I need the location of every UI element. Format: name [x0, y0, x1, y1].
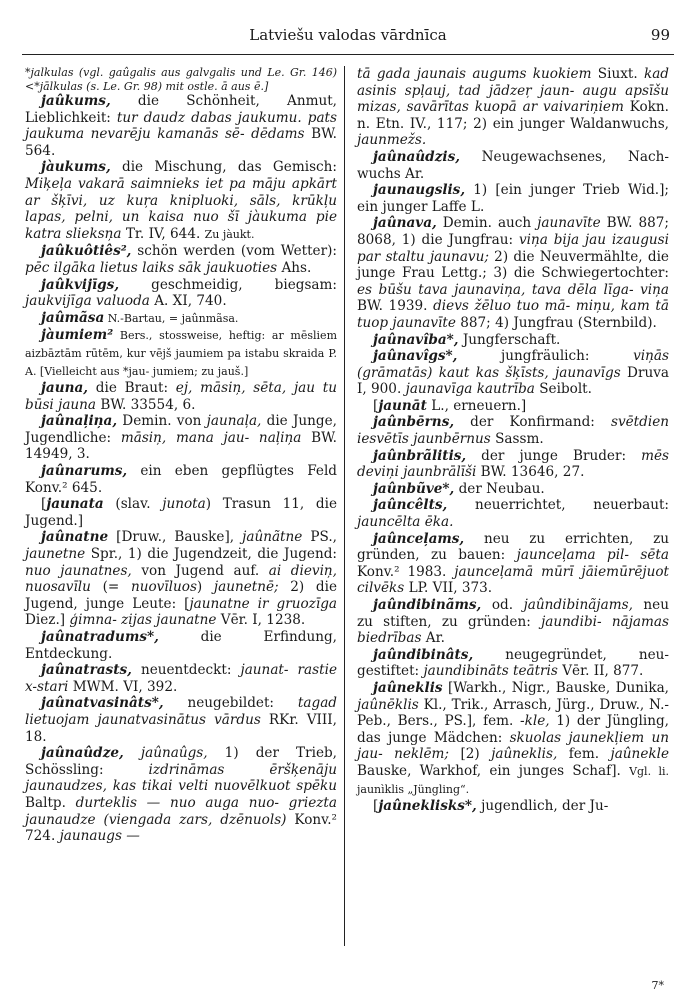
right-column: [357, 66, 669, 815]
headword: jaûnaûdze,: [41, 745, 124, 762]
headword: jaûnbũve*,: [373, 480, 455, 497]
example-text: pēc ilgāka lietus laiks sāk jaukuoties: [25, 259, 278, 276]
example-text: jaûndibinãjams,: [523, 597, 633, 613]
gloss-text: neuerrichtet, neuerbaut:: [447, 497, 669, 514]
dictionary-entry: [357, 348, 669, 398]
gloss-text: (=: [90, 579, 131, 596]
example-text: *jalkulas (vgl. gaûgalis aus galvgalis und Le. Gr. 146) <*jālkulas (s. Le. Gr. 98) mit ostle. ā aus ē.]: [25, 66, 337, 93]
example-text: -kle,: [520, 713, 550, 730]
note-text: Vgl. li. jaunìklis „Jüngling“.: [357, 764, 670, 796]
example-text: jaunavīga kautrība: [405, 381, 535, 398]
gloss-text: jungfräulich:: [457, 348, 634, 365]
gloss-text: jugendlich, der Ju-: [476, 798, 609, 815]
gloss-text: neuentdeckt:: [131, 662, 241, 679]
dictionary-entry: [357, 497, 669, 530]
gloss-text: [: [373, 798, 379, 815]
headword: jaûndibinâts,: [373, 646, 474, 663]
gloss-text: die Schönheit, Anmut, Lieblichkeit:: [25, 93, 337, 126]
gloss-text: Druva I, 900.: [357, 364, 669, 398]
dictionary-entry: [25, 629, 337, 662]
example-text: Miķeļa vakarā saimnieks iet pa māju apkārt ar šķīvi, uz kuŗa knipluoki, sāls, krūkļu lapas, pelni, un kaisa nuo šī jàukuma pie katra slieksņa: [25, 175, 337, 242]
example-text: jaukvijīga valuoda: [25, 293, 150, 310]
headword: jaûncêlts,: [373, 497, 448, 514]
gloss-text: ) Trasun 11, die Jugend.]: [25, 496, 337, 529]
headword: jaûnava,: [373, 215, 437, 232]
dictionary-entry: [357, 149, 669, 182]
dictionary-entry: [357, 680, 669, 798]
dictionary-entry: [357, 531, 669, 597]
gloss-text: Bauske, Warkhof, ein junges Schaf].: [357, 762, 630, 779]
headword: jaunaugslis,: [373, 182, 466, 199]
left-column: [25, 66, 337, 845]
gloss-text: Kl., Trik., Arrasch, Jürg., Druw., N.-Peb., Bers., PS.], fem.: [357, 696, 669, 730]
gloss-text: Kokn. n. Etn. IV., 117; 2) ein junger Waldanwuchs,: [357, 99, 669, 132]
gloss-text: 2) die Jugend, junge Leute: [: [25, 579, 337, 612]
example-text: skuolas jaunekļiem un jau- neklēm;: [357, 729, 669, 763]
gloss-text: schön werden (vom Wetter):: [131, 243, 337, 260]
example-text: viņās (grāmatās) kaut kas šķīsts, jaunavīgs: [357, 348, 669, 381]
example-text: jaundibi- nājamas biedrības: [357, 613, 669, 647]
gloss-text: Vēr. I, 1238.: [216, 612, 306, 629]
gloss-text: LP. VII, 373.: [404, 580, 493, 597]
dictionary-entry: [25, 745, 337, 845]
note-text: N.-Bartau, = jaûnmãsa.: [104, 311, 239, 325]
dictionary-entry: [357, 332, 669, 349]
headword: jaûkums,: [41, 93, 111, 109]
example-text: viņa bija jau izaugusi par staltu jaunavu;: [357, 231, 669, 265]
gloss-text: RKr. VIII, 18.: [25, 711, 337, 745]
dictionary-entry: [357, 448, 669, 481]
example-text: jaunmežs.: [357, 132, 427, 149]
printer-signature: 7*: [651, 979, 664, 992]
example-text: ai dieviņ, nuosavīlu: [25, 562, 337, 596]
page-number: 99: [650, 26, 670, 44]
example-text: durteklis — nuo auga nuo- griezta jaunaudze (viengada zars, dzēnuols): [25, 794, 337, 828]
example-text: tā gada jaunais augums kuokiem: [357, 66, 592, 82]
dictionary-entry: [357, 182, 669, 215]
note-text: Bers., stossweise, heftig: ar mēsliem aizbāztām rūtēm, kur vējš jaumiem pa istabu skraida P. A. [Vielleicht aus *jau- jumiem; zu jauš.]: [25, 329, 337, 378]
gloss-text: Baltp.: [25, 794, 76, 811]
gloss-text: neugegründet, neu- gestiftet:: [357, 646, 669, 680]
example-text: jaunetnē;: [213, 579, 279, 596]
gloss-text: geschmeidig, biegsam:: [119, 276, 337, 293]
example-text: nuovīluos: [130, 579, 197, 596]
example-text: tur daudz dabas jaukumu. pats jaukuma nevarēju kamanās sē- dēdams: [25, 109, 337, 143]
gloss-text: der Neubau.: [454, 480, 545, 497]
gloss-text: BW. 1939.: [357, 298, 434, 315]
headword: jaûmãsa: [41, 309, 105, 326]
headword: jàumiem²: [41, 327, 114, 344]
example-text: jaûnãtne: [242, 529, 303, 546]
dictionary-entry: [25, 463, 337, 496]
example-text: izdrināmas ēršķenāju jaunaudzes, kas tikai velti nuovēlkuot spēku: [25, 761, 337, 795]
headword: jaûnaûdzis,: [373, 148, 460, 165]
dictionary-entry: [357, 597, 669, 647]
headword: jaûnaļiņa,: [41, 413, 118, 430]
dictionary-entry: [25, 496, 337, 529]
gloss-text: Ahs.: [277, 259, 312, 276]
example-text: jauncēlta ēka.: [357, 514, 454, 531]
gloss-text: ): [196, 579, 214, 596]
gloss-text: Tr. IV, 644.: [121, 225, 205, 242]
gloss-text: 1) der Trieb, Schössling:: [25, 745, 338, 778]
gloss-text: Demin. von: [117, 413, 207, 430]
headword: jaûnavîgs*,: [373, 348, 458, 365]
gloss-text: die Mischung, das Gemisch:: [110, 159, 337, 176]
dictionary-entry: [25, 159, 337, 243]
dictionary-entry: [25, 327, 337, 380]
headword: jaûnavîba*,: [373, 331, 459, 348]
gloss-text: [: [373, 397, 379, 414]
example-text: kad asinis spļauj, tad jādzeŗ jaun- augu apsīšu mizas, savārītas kuopā ar vaivariņiem: [357, 66, 669, 116]
gloss-text: Diez.]: [25, 612, 70, 629]
example-text: jaûneklis,: [491, 746, 558, 763]
headword: jaûkvijīgs,: [41, 276, 120, 293]
example-text: ģimna- zijas jaunatne: [69, 612, 217, 629]
gloss-text: BW. 33554, 6.: [96, 396, 196, 413]
example-text: jaûnekle: [610, 746, 669, 763]
gloss-text: der Konfirmand:: [454, 414, 611, 431]
dictionary-entry: [357, 798, 669, 815]
gloss-text: Spr., 1) die Jugendzeit, die Jugend:: [85, 546, 337, 563]
headword: jaûnatrasts,: [41, 662, 132, 679]
gloss-text: Seibolt.: [534, 381, 592, 398]
gloss-text: PS.,: [302, 529, 337, 546]
example-text: nuo jaunatnes,: [25, 562, 132, 579]
example-text: ej, māsiņ, sēta, jau tu būsi jauna: [25, 380, 337, 413]
headword: jaûnbrãlitis,: [373, 447, 467, 464]
headword: jaûnceļams,: [373, 530, 465, 547]
gloss-text: Siuxt.: [591, 66, 644, 82]
gloss-text: neugebildet:: [163, 695, 298, 712]
example-text: mēs deviņi jaunbrālīši: [357, 447, 669, 481]
gloss-text: die Braut:: [88, 380, 176, 397]
example-text: es būšu tava jaunaviņa, tava dēla līga- viņa: [357, 281, 669, 298]
dictionary-entry: [357, 647, 669, 680]
note-text: Zu jàukt.: [204, 227, 255, 241]
headword: jaunata: [46, 496, 104, 513]
gloss-text: Konv.² 1983.: [357, 563, 455, 580]
gloss-text: [: [41, 496, 47, 513]
headword: jaûnatne: [41, 529, 109, 546]
dictionary-entry: [357, 66, 669, 149]
gloss-text: [Warkh., Nigr., Bauske, Dunika,: [442, 679, 669, 696]
gloss-text: die Junge, Jugendliche:: [25, 413, 337, 446]
example-text: jaûnaûgs,: [140, 745, 208, 762]
example-text: jaundibināts teātris: [423, 663, 558, 680]
headword: jaûnbērns,: [373, 414, 455, 431]
gloss-text: 1) der Jüngling, das junge Mädchen:: [357, 713, 669, 746]
dictionary-entry: [357, 481, 669, 498]
dictionary-entry: [357, 215, 669, 331]
gloss-text: Jungferschaft.: [458, 331, 561, 348]
gloss-text: der junge Bruder:: [466, 447, 642, 464]
gloss-text: BW. 887; 8068, 1) die Jungfrau:: [357, 215, 669, 248]
example-text: jaunceļamā mūrī jāiemūrējuot cilvēks: [357, 563, 669, 597]
dictionary-entry: [25, 310, 337, 328]
dictionary-entry: [25, 277, 337, 310]
running-header: [22, 26, 674, 50]
gloss-text: 887; 4) Jungfrau (Sternbild).: [455, 314, 657, 331]
gloss-text: 1) [ein junger Trieb Wid.]; ein junger Laffe L.: [357, 182, 669, 215]
example-text: jaunceļama pil- sēta: [516, 547, 670, 564]
headword: jaûnarums,: [41, 463, 128, 480]
gloss-text: Ar.: [421, 630, 445, 647]
headword: jaûnatvasinâts*,: [41, 695, 164, 712]
gloss-text: MWM. VI, 392.: [68, 678, 178, 695]
example-text: māsiņ, mana jau- naļiņa: [120, 429, 302, 446]
example-text: jaûnēklis: [357, 696, 419, 713]
example-text: jaunetne: [25, 546, 86, 563]
example-text: jaunaugs —: [59, 828, 140, 845]
example-text: jaunaļa,: [206, 413, 262, 430]
gloss-text: (slav.: [103, 496, 163, 513]
example-text: tagad lietuojam jaunatvasinātus vārdus: [25, 695, 337, 728]
example-text: jaunavīte: [537, 215, 601, 232]
running-title: Latviešu valodas vārdnīca: [249, 26, 447, 44]
gloss-text: A. XI, 740.: [149, 293, 227, 310]
gloss-text: fem.: [557, 746, 611, 763]
gloss-text: Sassm.: [490, 431, 544, 448]
gloss-text: [2): [449, 746, 492, 763]
example-text: junota: [162, 496, 206, 513]
header-rule: [22, 54, 674, 55]
gloss-text: von Jugend auf.: [131, 562, 269, 579]
dictionary-entry: [25, 380, 337, 413]
headword: jaûneklis: [373, 679, 443, 696]
gloss-text: Neugewachsenes, Nach- wuchs Ar.: [357, 148, 669, 182]
headword: jaûneklisks*,: [378, 798, 477, 815]
dictionary-entry: [25, 529, 337, 629]
headword: jaûndibinãms,: [373, 597, 482, 613]
dictionary-entry: [25, 66, 337, 93]
gloss-text: BW. 14949, 3.: [25, 429, 337, 463]
gloss-text: Demin. auch: [436, 215, 538, 232]
gloss-text: od.: [481, 597, 524, 613]
example-text: dievs žēluo tuo mā- miņu, kam tā tuop jaunavīte: [357, 298, 669, 331]
gloss-text: Konv.² 724.: [25, 811, 337, 845]
gloss-text: L., erneuern.]: [426, 397, 527, 414]
column-divider: [344, 66, 345, 946]
dictionary-entry: [25, 695, 337, 745]
gloss-text: 2) die Neuvermählte, die junge Frau Lettg.; 3) die Schwiegertochter:: [357, 248, 669, 282]
gloss-text: Vēr. II, 877.: [557, 663, 644, 680]
gloss-text: neu zu stiften, zu gründen:: [357, 597, 669, 630]
dictionary-entry: [25, 243, 337, 276]
gloss-text: ein eben gepflügtes Feld Konv.² 645.: [25, 463, 337, 496]
dictionary-entry: [25, 413, 337, 463]
dictionary-entry: [25, 93, 337, 159]
dictionary-entry: [357, 414, 669, 447]
dictionary-entry: [25, 662, 337, 695]
headword: jaûnatradums*,: [41, 629, 159, 645]
headword: jàukums,: [41, 159, 111, 176]
headword: jaunāt: [378, 397, 427, 414]
example-text: jaunat- rastie x-stari: [25, 662, 337, 695]
dictionary-entry: [357, 398, 669, 415]
gloss-text: BW. 564.: [25, 126, 337, 159]
gloss-text: [Druw., Bauske],: [108, 529, 243, 546]
gloss-text: die Erfindung, Entdeckung.: [25, 629, 337, 662]
example-text: jaunatne ir gruozīga: [189, 595, 337, 612]
gloss-text: BW. 13646, 27.: [476, 464, 585, 481]
example-text: svētdien iesvētīs jaunbērnus: [357, 414, 669, 448]
headword: jauna,: [41, 380, 89, 397]
gloss-text: neu zu errichten, zu gründen, zu bauen:: [357, 530, 669, 564]
headword: jaûkuôtiês²,: [41, 243, 132, 260]
gloss-text: [124, 745, 141, 761]
